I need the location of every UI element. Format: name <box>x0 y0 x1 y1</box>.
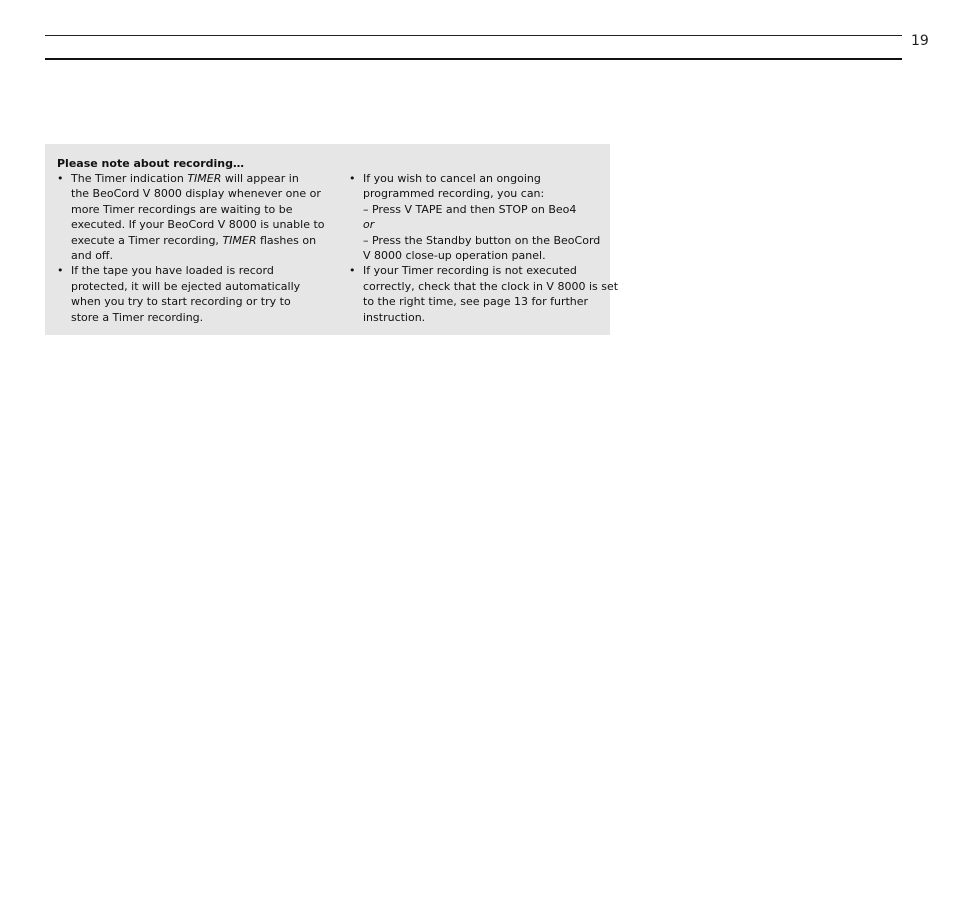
list-item <box>349 171 609 263</box>
text-line: correctly, check that the clock in V 8000 is set <box>363 279 619 293</box>
text-line: store a Timer recording. <box>71 310 204 324</box>
note-left-column <box>57 171 327 325</box>
text-line: If you wish to cancel an ongoing <box>363 172 541 185</box>
note-right-column <box>349 171 619 325</box>
text-line: the BeoCord V 8000 display whenever one or <box>71 187 321 201</box>
text-line: If the tape you have loaded is record <box>71 264 274 278</box>
text-line: V 8000 close-up operation panel. <box>363 249 546 263</box>
header-rule-thin <box>45 35 902 36</box>
text-line: instruction. <box>363 310 426 324</box>
text-line: If your Timer recording is not executed <box>363 264 577 278</box>
text-line: and off. <box>71 249 113 263</box>
text-line: more Timer recordings are waiting to be <box>71 202 293 216</box>
text-line: or <box>363 218 375 232</box>
text-line: programmed recording, you can: <box>363 187 545 201</box>
text-line: – Press the Standby button on the BeoCord <box>363 233 601 247</box>
text-line: to the right time, see page 13 for further <box>363 295 589 309</box>
text-line: execute a Timer recording, TIMER flashes on <box>71 233 317 247</box>
header-rule-thick <box>45 58 902 60</box>
page-number: 19 <box>911 33 929 49</box>
list-item <box>57 171 327 263</box>
bullet-icon: • <box>349 264 356 278</box>
text-line: executed. If your BeoCord V 8000 is unable to <box>71 218 325 232</box>
recording-note-box <box>45 144 619 335</box>
text-line: when you try to start recording or try to <box>71 295 291 309</box>
note-title: Please note about recording… <box>57 157 244 170</box>
text-line: The Timer indication TIMER will appear in <box>71 172 299 185</box>
text-line: – Press V TAPE and then STOP on Beo4 <box>363 202 577 216</box>
text-line: protected, it will be ejected automatically <box>71 279 301 293</box>
list-item <box>349 263 619 325</box>
bullet-icon: • <box>57 264 64 278</box>
bullet-icon: • <box>349 172 356 185</box>
list-item <box>57 263 327 325</box>
bullet-icon: • <box>57 172 64 185</box>
